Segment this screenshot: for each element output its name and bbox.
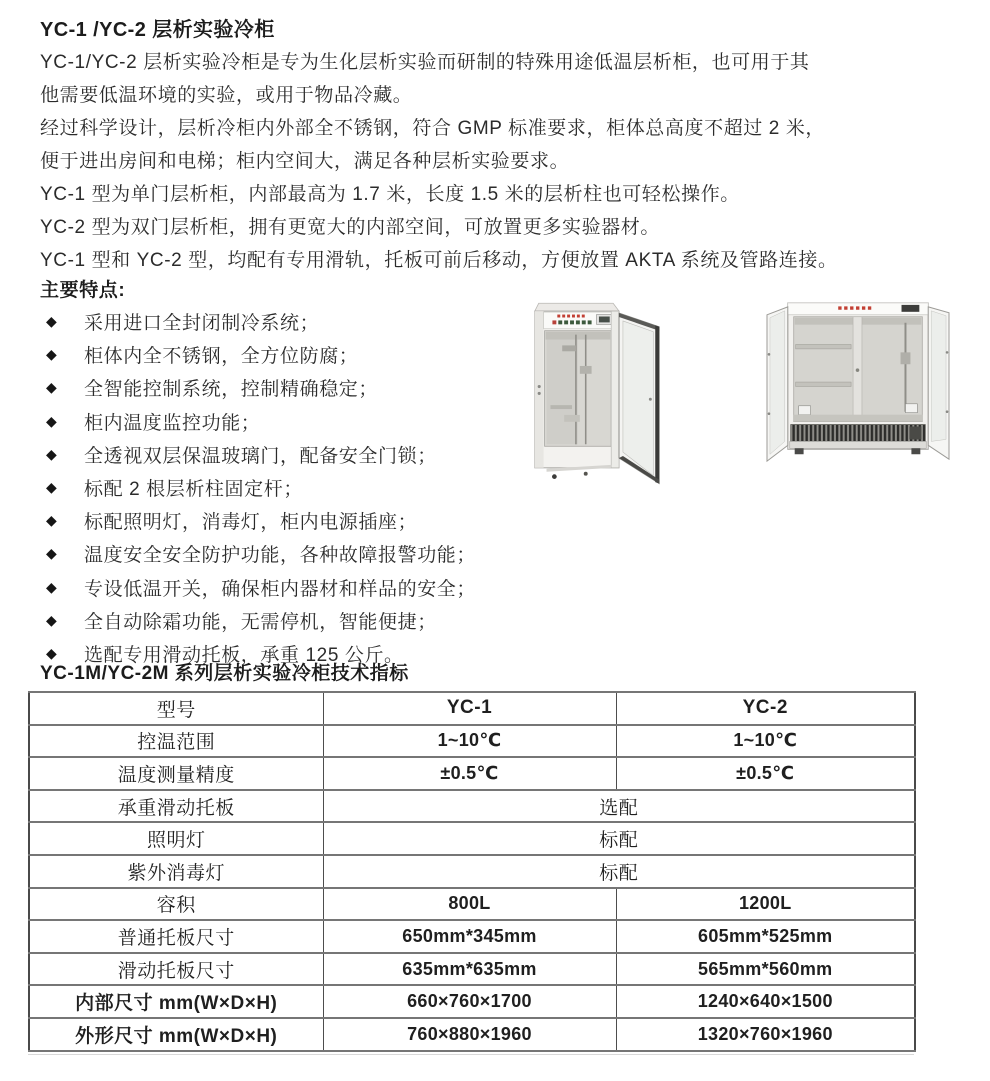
cell-label: 滑动托板尺寸 — [29, 953, 323, 986]
cell-yc1: 1~10℃ — [323, 725, 616, 758]
feature-text: 专设低温开关，确保柜内器材和样品的安全； — [84, 578, 477, 600]
diamond-bullet-icon: ◆ — [46, 379, 58, 396]
yc1-product-photo — [525, 289, 667, 487]
features-heading: 主要特点: — [40, 280, 126, 301]
table-bottom-shadow — [28, 1054, 914, 1055]
cell-label: 内部尺寸 mm(W×D×H) — [29, 985, 323, 1018]
diamond-bullet-icon: ◆ — [46, 412, 58, 429]
feature-text: 温度安全安全防护功能，各种故障报警功能； — [84, 545, 477, 567]
cell-merged: 选配 — [323, 790, 915, 823]
table-row — [29, 822, 915, 855]
table-row — [29, 790, 915, 823]
feature-text: 柜内温度监控功能； — [84, 412, 261, 434]
feature-text: 选配专用滑动托板，承重 125 公斤。 — [84, 644, 404, 666]
cell-yc2: ±0.5℃ — [616, 757, 915, 790]
cell-model-label: 型号 — [29, 692, 323, 725]
cell-label: 温度测量精度 — [29, 757, 323, 790]
cell-yc1: 800L — [323, 888, 616, 921]
diamond-bullet-icon: ◆ — [46, 479, 58, 496]
feature-item — [40, 571, 952, 604]
diamond-bullet-icon: ◆ — [46, 611, 58, 628]
intro-line: 他需要低温环境的实验，或用于物品冷藏。 — [40, 85, 413, 106]
diamond-bullet-icon: ◆ — [46, 644, 58, 661]
intro-line: YC-2 型为双门层析柜，拥有更宽大的内部空间，可放置更多实验器材。 — [40, 217, 660, 238]
cell-yc1-header: YC-1 — [323, 692, 616, 725]
feature-item — [40, 604, 952, 637]
table-row — [29, 953, 915, 986]
cell-yc1: 760×880×1960 — [323, 1018, 616, 1051]
feature-item — [40, 537, 952, 570]
cell-merged: 标配 — [323, 855, 915, 888]
cell-label: 普通托板尺寸 — [29, 920, 323, 953]
feature-text: 柜体内全不锈钢，全方位防腐； — [84, 346, 359, 368]
table-header-row — [29, 692, 915, 725]
cell-yc1: 660×760×1700 — [323, 985, 616, 1018]
feature-item — [40, 504, 952, 537]
cell-label: 容积 — [29, 888, 323, 921]
table-row — [29, 985, 915, 1018]
panel-buttons — [552, 320, 591, 324]
table-row — [29, 1018, 915, 1051]
cell-yc1: 650mm*345mm — [323, 920, 616, 953]
diamond-bullet-icon: ◆ — [46, 346, 58, 363]
feature-text: 标配 2 根层析柱固定杆； — [84, 479, 303, 501]
cell-label: 承重滑动托板 — [29, 790, 323, 823]
intro-line: 经过科学设计，层析冷柜内外部全不锈钢，符合 GMP 标准要求，柜体总高度不超过 2 米， — [40, 118, 826, 139]
cell-label: 外形尺寸 mm(W×D×H) — [29, 1018, 323, 1051]
cell-yc2: 565mm*560mm — [616, 953, 915, 986]
feature-text: 全透视双层保温玻璃门，配备安全门锁； — [84, 445, 437, 467]
table-row — [29, 920, 915, 953]
page-title: YC-1 /YC-2 层析实验冷柜 — [40, 19, 275, 41]
diamond-bullet-icon: ◆ — [46, 512, 58, 529]
intro-line: YC-1 型和 YC-2 型，均配有专用滑轨，托板可前后移动，方便放置 AKTA 系统及管路连接。 — [40, 250, 838, 271]
intro-line: YC-1/YC-2 层析实验冷柜是专为生化层析实验而研制的特殊用途低温层析柜，也可用于其 — [40, 52, 810, 73]
feature-text: 标配照明灯，消毒灯，柜内电源插座； — [84, 512, 418, 534]
spec-table — [28, 691, 916, 1052]
diamond-bullet-icon: ◆ — [46, 313, 58, 330]
feature-text: 采用进口全封闭制冷系统； — [84, 313, 320, 335]
table-row — [29, 855, 915, 888]
intro-line: YC-1 型为单门层析柜，内部最高为 1.7 米，长度 1.5 米的层析柱也可轻松操作。 — [40, 184, 740, 205]
cell-yc2: 1240×640×1500 — [616, 985, 915, 1018]
cell-yc1: 635mm*635mm — [323, 953, 616, 986]
cell-yc1: ±0.5℃ — [323, 757, 616, 790]
feature-text: 全智能控制系统，控制精确稳定； — [84, 379, 379, 401]
cell-yc2-header: YC-2 — [616, 692, 915, 725]
diamond-bullet-icon: ◆ — [46, 445, 58, 462]
diamond-bullet-icon: ◆ — [46, 545, 58, 562]
cell-label: 控温范围 — [29, 725, 323, 758]
cell-label: 照明灯 — [29, 822, 323, 855]
table-row — [29, 725, 915, 758]
cell-yc2: 605mm*525mm — [616, 920, 915, 953]
feature-text: 全自动除霜功能，无需停机，智能便捷； — [84, 611, 437, 633]
diamond-bullet-icon: ◆ — [46, 578, 58, 595]
cell-yc2: 1320×760×1960 — [616, 1018, 915, 1051]
intro-line: 便于进出房间和电梯；柜内空间大，满足各种层析实验要求。 — [40, 151, 570, 172]
table-row — [29, 757, 915, 790]
cell-yc2: 1200L — [616, 888, 915, 921]
cell-yc2: 1~10℃ — [616, 725, 915, 758]
cell-merged: 标配 — [323, 822, 915, 855]
intro-paragraphs — [40, 46, 952, 277]
table-row — [29, 888, 915, 921]
spec-table-title: YC-1M/YC-2M 系列层析实验冷柜技术指标 — [40, 663, 409, 685]
yc2-product-photo — [760, 295, 956, 477]
cell-label: 紫外消毒灯 — [29, 855, 323, 888]
